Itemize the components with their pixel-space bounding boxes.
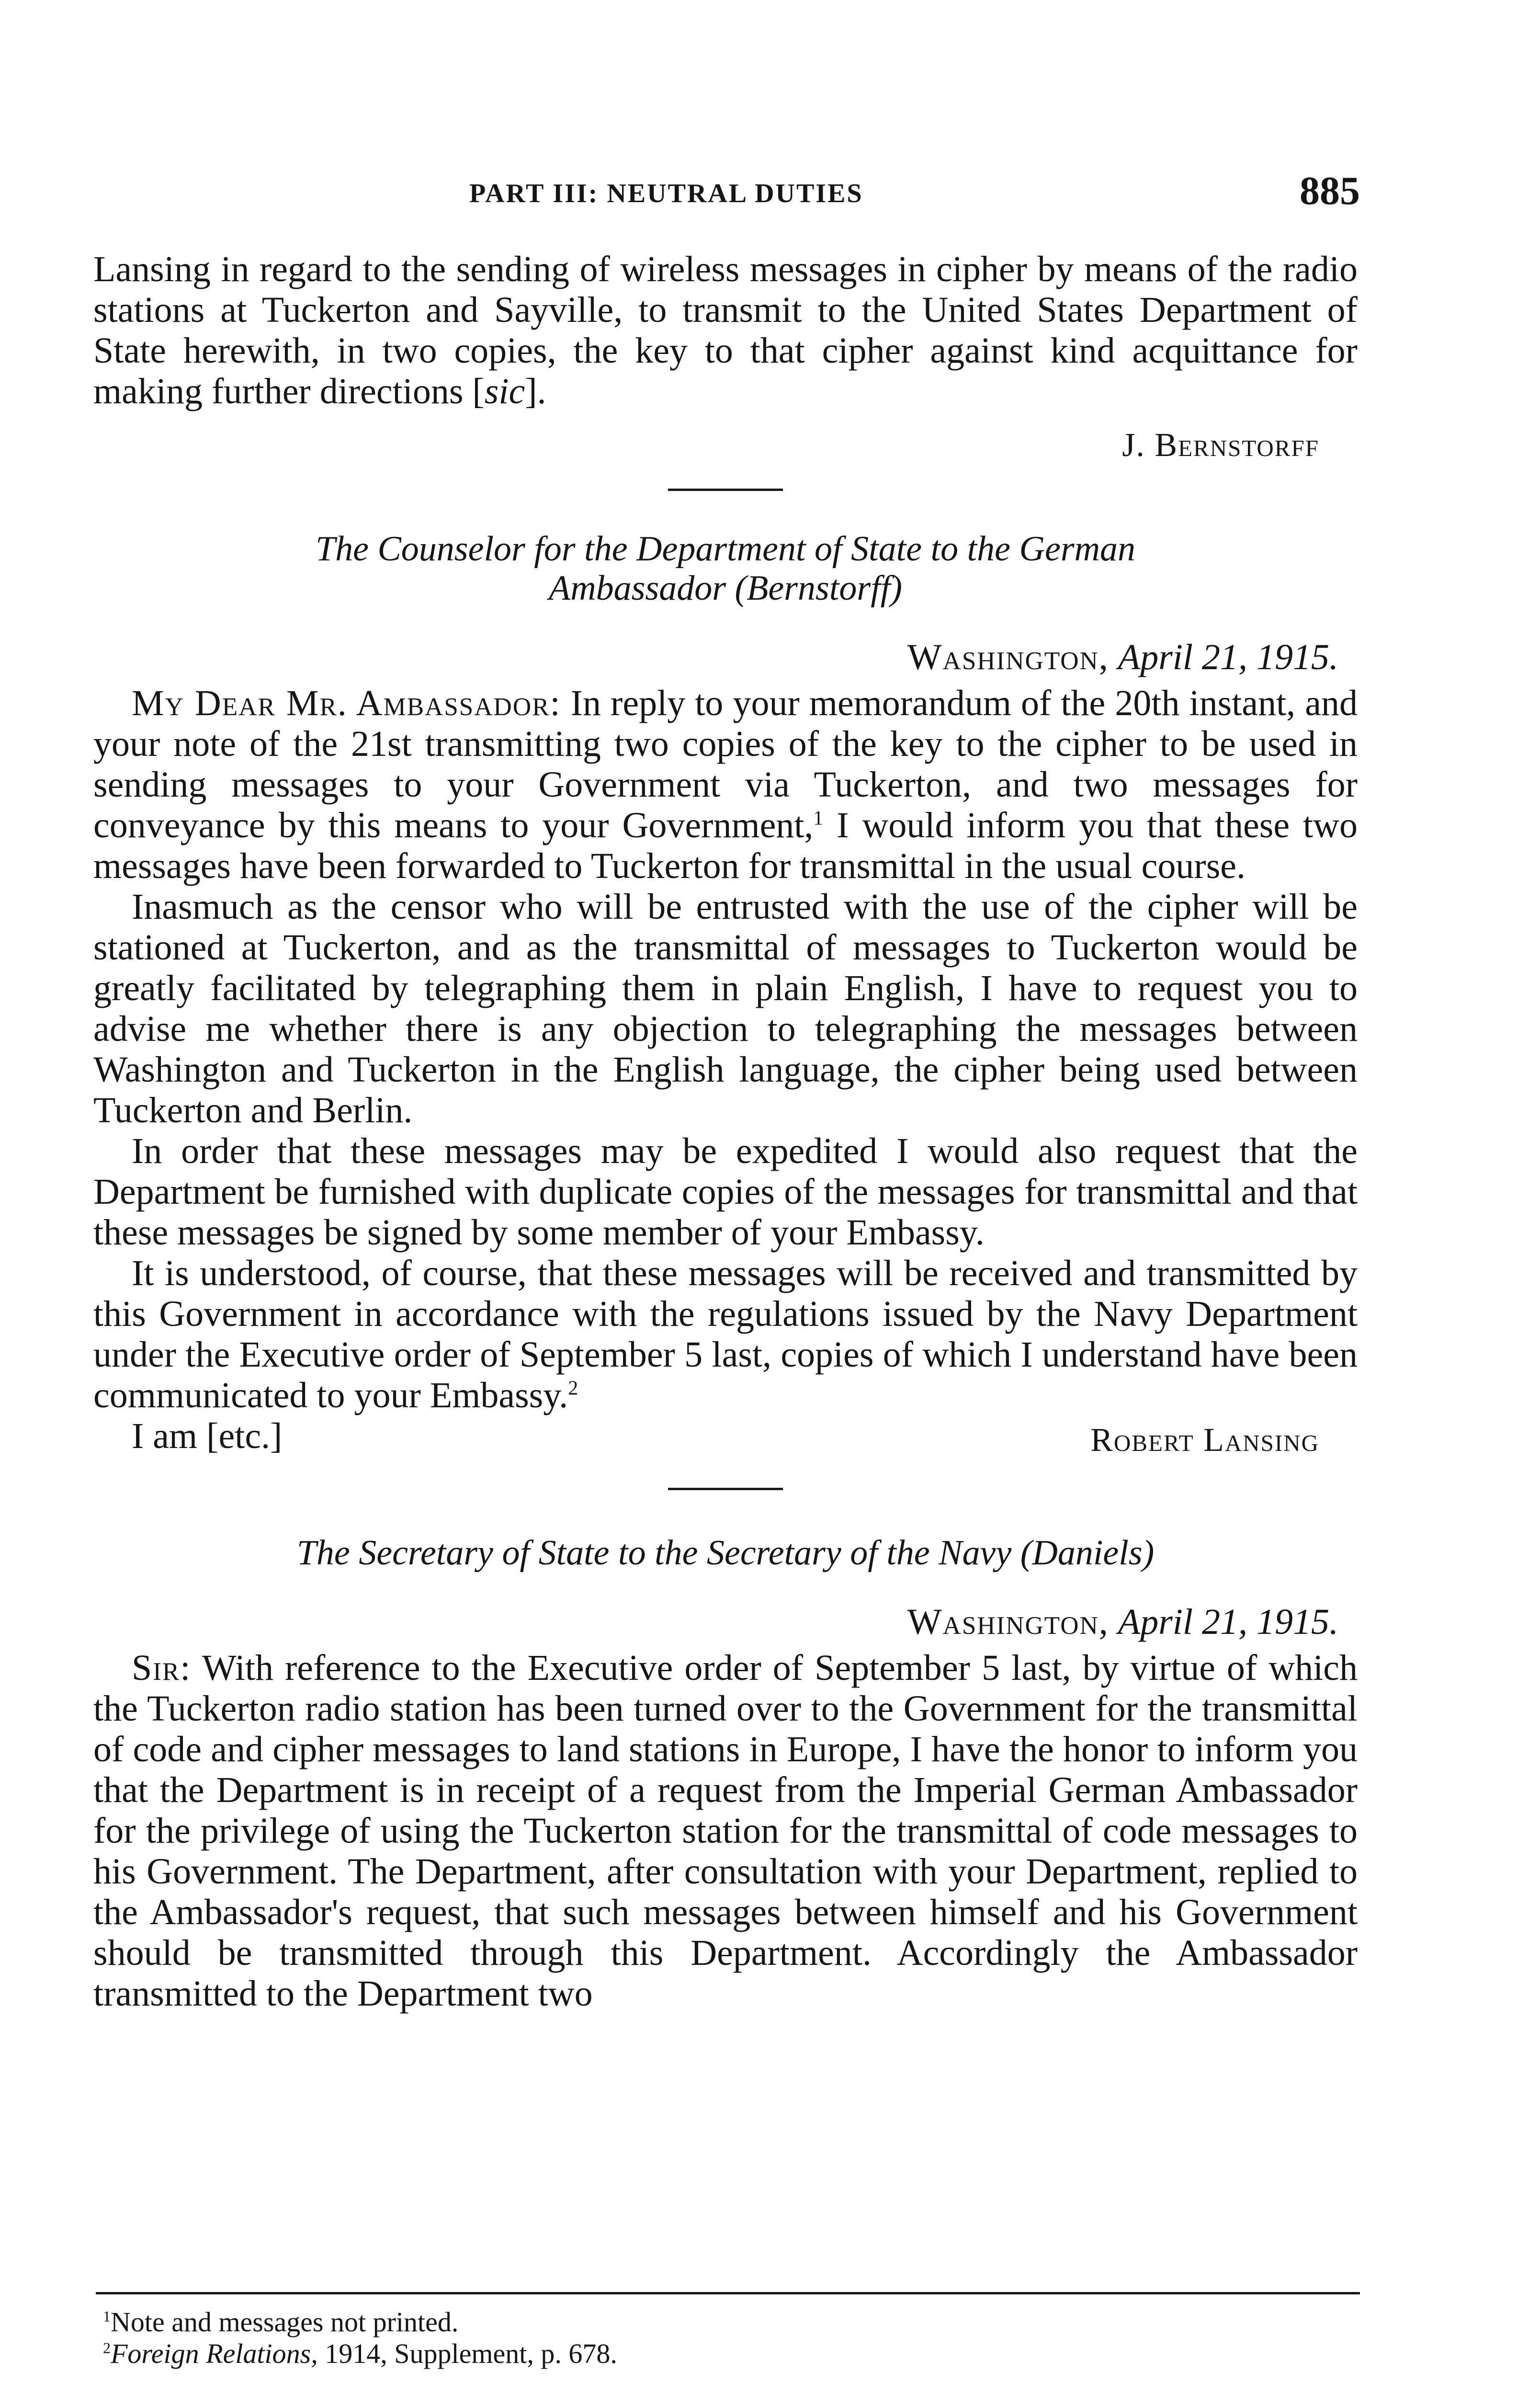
letter-paragraph-1 [93, 683, 1358, 887]
salutation-sir: Sir: [132, 1648, 192, 1688]
secretary-paragraph-text: With reference to the Executive order of September 5 last, by virtue of which the Tuckerton radio station has been turned over to the Government for the transmittal of code and cipher messages to land stations in Europe, I have the honor to inform you that the Department is in receipt of a request from the Imperial German Ambassador for the privilege of using the Tuckerton station for the transmittal of code messages to his Government. The Department, after consultation with your Department, replied to the Ambassador's request, that such messages between himself and his Government should be transmitted through this Department. Accordingly the Ambassador transmitted to the Department two [93, 1648, 1358, 2014]
footnote-1-text: Note and messages not printed. [110, 2306, 459, 2338]
section-divider-2 [668, 1488, 783, 1490]
closing-row [93, 1416, 1358, 1459]
footnote-2-mark: 2 [103, 2339, 111, 2357]
dateline-secretary [93, 1601, 1338, 1643]
sic-note: sic [484, 371, 525, 411]
dateline-date: April 21, 1915. [1118, 637, 1338, 677]
footnote-2-title: Foreign Relations, [110, 2338, 318, 2369]
heading-line-1: The Counselor for the Department of State to the German [315, 529, 1136, 569]
page-header [96, 169, 1360, 216]
letter-paragraph-4 [93, 1253, 1358, 1416]
dateline-place-2: Washington, [907, 1602, 1109, 1642]
continuation-paragraph [93, 249, 1358, 412]
closing: I am [etc.] [132, 1416, 283, 1456]
footnote-ref-1: 1 [813, 807, 824, 830]
body-text [93, 249, 1358, 2014]
footnotes [103, 2306, 1348, 2370]
paragraph-1-text: In reply to your memorandum of the 20th instant, and your note of the 21st transmitting two copies of the key to the cipher to be used in sending messages to your Government via Tuckerton, and two messages for conveyance by this means to your Government, [93, 683, 1358, 845]
footnote-2 [103, 2338, 1348, 2370]
letter-paragraph-3: In order that these messages may be expedited I would also request that the Department be furnished with duplicate copies of the messages for transmittal and that these messages be signed by some member of your Embassy. [93, 1131, 1358, 1253]
letter-paragraph-secretary [93, 1648, 1358, 2014]
signature-lansing: Robert Lansing [1090, 1422, 1319, 1459]
footnote-2-text: 1914, Supplement, p. 678. [317, 2338, 617, 2369]
continuation-text: Lansing in regard to the sending of wireless messages in cipher by means of the radio stations at Tuckerton and Sayville, to transmit to the United States Department of State herewith, in two copies, the key to that cipher against kind acquittance for making further directions [ [93, 249, 1358, 411]
footnote-1 [103, 2306, 1348, 2338]
running-head: PART III: NEUTRAL DUTIES [469, 179, 863, 208]
letter-paragraph-2: Inasmuch as the censor who will be entrusted with the use of the cipher will be stationed at Tuckerton, and as the transmittal of messages to Tuckerton would be greatly facilitated by telegraphing them in plain English, I have to request you to advise me whether there is any objection to telegraphing the messages between Washington and Tuckerton in the English language, the cipher being used between Tuckerton and Berlin. [93, 887, 1358, 1130]
paragraph-1-end: I would inform you that these two messages have been forwarded to Tuckerton for transmittal in the usual course. [93, 805, 1358, 886]
paragraph-4-text: It is understood, of course, that these messages will be received and transmitted by this Government in accordance with the regulations issued by the Navy Department under the Executive order of September 5 last, copies of which I understand have been communicated to your Embassy. [93, 1253, 1358, 1415]
footnote-rule [96, 2292, 1360, 2294]
dateline-counselor [93, 637, 1338, 678]
document-heading-secretary: The Secretary of State to the Secretary of the Navy (Daniels) [296, 1533, 1155, 1573]
dateline-date-2: April 21, 1915. [1118, 1602, 1338, 1642]
signature-bernstorff: J. Bernstorff [1122, 427, 1319, 464]
page-number: 885 [1300, 169, 1360, 213]
footnote-1-mark: 1 [103, 2308, 111, 2325]
section-divider [668, 489, 783, 491]
footnote-ref-2: 2 [568, 1377, 578, 1400]
heading-line-2: Ambassador (Bernstorff) [549, 569, 902, 608]
dateline-place: Washington, [907, 637, 1109, 677]
document-heading-counselor [151, 529, 1300, 608]
salutation: My Dear Mr. Ambassador: [132, 683, 561, 723]
continuation-end: ]. [525, 371, 546, 411]
